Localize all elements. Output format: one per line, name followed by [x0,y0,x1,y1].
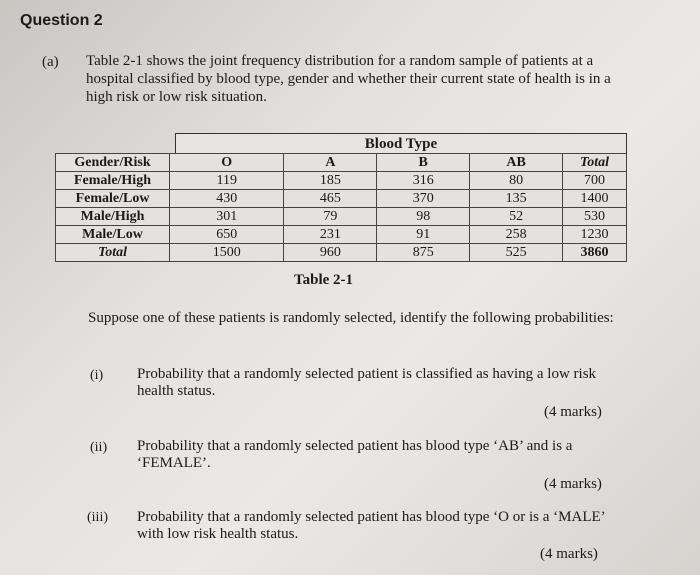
table-row [56,172,627,190]
subquestion-label: (i) [90,368,104,383]
instruction-text: Suppose one of these patients is randomly selected, identify the following probabilities: [88,310,614,326]
row-label: Female/Low [56,190,170,208]
row-label: Female/High [56,172,170,190]
column-header: AB [470,154,563,172]
subquestion-text: Probability that a randomly selected patient has blood type ‘AB’ and is a ‘FEMALE’. [137,438,573,471]
marks-label: (4 marks) [540,546,598,562]
table-cell: 316 [377,172,470,190]
subquestion-label: (iii) [87,510,108,525]
subquestion-text: Probability that a randomly selected patient has blood type ‘O or is a ‘MALE’ with low risk health status. [137,509,605,542]
subquestion-label: (ii) [90,440,108,455]
column-header: Total [563,154,627,172]
table-cell: 1230 [563,226,627,244]
part-label: (a) [42,54,59,70]
table-cell: 185 [284,172,377,190]
frequency-table [55,153,627,262]
question-heading: Question 2 [20,12,103,29]
table-cell: 135 [470,190,563,208]
table-cell: 960 [284,244,377,262]
table-cell: 525 [470,244,563,262]
marks-label: (4 marks) [544,476,602,492]
table-cell: 465 [284,190,377,208]
marks-label: (4 marks) [544,404,602,420]
table-row [56,208,627,226]
column-header: O [170,154,284,172]
table-row [56,226,627,244]
row-label: Total [56,244,170,262]
table-cell: 700 [563,172,627,190]
blood-type-header: Blood Type [175,133,627,154]
table-row [56,190,627,208]
table-cell: 370 [377,190,470,208]
part-intro-text: Table 2-1 shows the joint frequency distribution for a random sample of patients at a hospital classified by blood type, gender and whether their current state of health is in a high risk or low risk situation. [86,53,611,105]
table-cell: 91 [377,226,470,244]
column-header: B [377,154,470,172]
row-label: Male/Low [56,226,170,244]
column-header: A [284,154,377,172]
table-cell: 430 [170,190,284,208]
table-cell: 98 [377,208,470,226]
table-cell: 80 [470,172,563,190]
row-label: Male/High [56,208,170,226]
table-header-row [56,154,627,172]
table-cell: 1500 [170,244,284,262]
table-cell: 1400 [563,190,627,208]
column-header: Gender/Risk [56,154,170,172]
table-cell: 119 [170,172,284,190]
table-caption: Table 2-1 [294,272,354,288]
grand-total-cell: 3860 [563,244,627,262]
table-total-row [56,244,627,262]
table-cell: 231 [284,226,377,244]
table-cell: 52 [470,208,563,226]
table-cell: 875 [377,244,470,262]
table-cell: 79 [284,208,377,226]
table-cell: 301 [170,208,284,226]
table-cell: 258 [470,226,563,244]
table-cell: 650 [170,226,284,244]
table-cell: 530 [563,208,627,226]
subquestion-text: Probability that a randomly selected patient is classified as having a low risk health status. [137,366,597,399]
